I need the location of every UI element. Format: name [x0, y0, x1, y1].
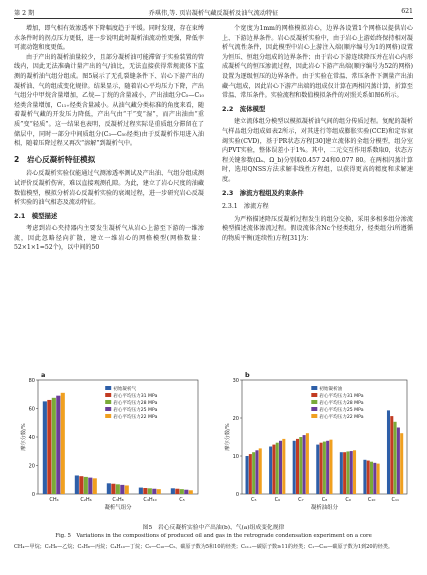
y-tick-label: 20 [232, 415, 239, 422]
panel-label: b [245, 371, 250, 379]
paragraph: 个宽度为1mm的网格模拟岩心，边界各设置1个网格以提供岩心上、下游边界条件。岩心反凝析实验中，由于岩心上游始终保持相对凝析气流性条件，因此模型中岩心上游注入端(顺序编号为1的网格)设置为恒压、恒组分组成的边界条件；由于岩心下游连续降压并在岩心内形成凝析气的恒压渗流过程，因此岩心下游产出端(顺序编号为52的网格)设置为逐级恒压的边界条件。由于实验在常温、常压条件下测量产出油藏·气组成，因此岩心下游产出端的组成仅计算在两相闪蒸计算，折算至常温、常压条件。实验流程和数值模拟条件的对照关系如图6所示。 [222, 25, 413, 100]
bar [107, 483, 111, 494]
bar [61, 393, 65, 494]
bar [282, 439, 285, 494]
bar [148, 488, 152, 494]
panel-label: a [41, 371, 46, 379]
x-tick-label: C₁₁ [391, 497, 399, 503]
bar [367, 461, 370, 494]
bar [343, 452, 346, 494]
bar [246, 456, 249, 494]
bar [326, 441, 329, 494]
bar [299, 437, 302, 494]
bar [306, 433, 309, 494]
bar [152, 489, 156, 494]
bar [143, 488, 147, 494]
y-tick-label: 60 [28, 406, 35, 413]
bar [120, 485, 124, 494]
x-tick-label: C₃H₈ [112, 497, 124, 503]
bar [373, 463, 376, 494]
bar [276, 443, 279, 494]
bar [296, 439, 299, 494]
y-tick-label: 40 [28, 434, 35, 441]
legend-label: 岩心平均压力28 MPa [319, 400, 364, 406]
bar [269, 447, 272, 495]
subsection-heading: 2.3 渗流方程组及约束条件 [222, 188, 304, 197]
legend-label: 岩心平均压力31 MPa [319, 393, 364, 399]
paragraph: 岩心反凝析实验仅能通过气测渗透率测试及产出油、气组分组成测试评价反凝析伤害，难以直接观测孔隙。为此，建立了岩心尺度的油藏数值模型，模拟分析岩心反凝析实验的衰竭过程，进一步研究岩心反凝析实验的油气相态及流动特征。 [14, 170, 204, 207]
bar [316, 445, 319, 494]
legend-swatch [311, 400, 317, 404]
y-tick-label: 0 [235, 491, 239, 498]
y-tick-label: 10 [232, 453, 239, 460]
running-header [14, 6, 413, 19]
bar [353, 450, 356, 494]
legend-label: 初始凝析气 [113, 386, 137, 392]
legend-swatch [105, 414, 111, 418]
bar [47, 400, 51, 494]
bar [259, 448, 262, 494]
y-tick-label: 20 [28, 463, 35, 470]
legend-swatch [105, 393, 111, 397]
paragraph: 为严格描述降压反凝析过程发生的组分交换，采用多相多组分渗流模型描述流体渗流过程。假设流体含Nc个烃类组分，烃类组分i所遵循的物质平衡(连续性)方程[31]为： [222, 215, 413, 242]
x-tick-label: C₅ [251, 497, 257, 503]
figure-note: CH₄—甲烷；C₂H₆—乙烷；C₃H₈—丙烷；C₄H₁₀—丁烷；C₅—C₁₀—C₅、碳原子数为5和10的烃类；C₁₁₊—碳原子数≥11的烃类；C₁—C₂₀—碳原子数为1到20的烃类。 [14, 544, 394, 550]
left-column [14, 24, 204, 253]
right-column [222, 24, 413, 243]
subsubsection-heading: 2.3.1 渗流方程 [222, 203, 269, 211]
bar [377, 464, 380, 494]
y-tick-label: 80 [28, 377, 35, 384]
x-tick-label: CH₄ [49, 497, 59, 503]
bar [93, 478, 97, 494]
x-tick-label: C₇ [298, 497, 304, 503]
bar [255, 450, 258, 494]
issue-number: 第 2 期 [14, 10, 35, 17]
bar [175, 489, 179, 494]
paragraph: 由于产出的凝析油量较少，且部分凝析油可能滞留于实验装置的管线内，因此无法准确计量产出的气/油比，无法直接获得常规流体下监测的凝析油气组分组成。图5展示了无孔裂缝条件下、岩心下游产出的凝析油、气的组成变化规律。结果显示，随着岩心平均压力下降，产出气组分中甲烷含量增加，乙烷—丁烷的含量减小，产出油组分C₅—C₁₀烃类含量增加，C₁₁₊烃类含量减小。从油气藏分类标准的角度来看，随着凝析气藏的开发压力降低，产出气由“干”变“湿”，而产出油由“重质”变“轻质”。这一结果也表明，反凝析过程实际是重质组分滞留在了储层中，同时一部分中间质组分(C₃—C₅₀烃类)由于反凝析作用进入油相，随着压降过程又再次“溶解”到凝析气中。 [14, 53, 204, 148]
figure-5 [14, 370, 414, 518]
bar [323, 442, 326, 494]
y-axis-label: 摩尔分数/% [21, 423, 27, 451]
subsection-heading: 2.1 模型描述 [14, 211, 58, 220]
paragraph: 考虑到岩心夹持器内主要发生凝析气从岩心上游至下游的一维渗流，因此忽略径向扩散，建立一维岩心的网格模型(网格数量：52×1×1=52个)，以中间的50 [14, 225, 204, 252]
legend-label: 岩心平均压力25 MPa [113, 407, 158, 413]
bar [303, 435, 306, 494]
bar [79, 476, 83, 494]
bar [139, 488, 143, 494]
x-axis-label: 凝析气组分 [104, 505, 132, 511]
figure-caption-en: Fig. 5 Variations in the compositions of produced oil and gas in the retrograde condensation experiment on a core [55, 533, 372, 539]
bar [293, 441, 296, 494]
bar [125, 485, 129, 494]
bar [52, 398, 56, 494]
bar [370, 462, 373, 494]
bar [279, 441, 282, 494]
y-axis-label: 摩尔分数/% [225, 423, 231, 451]
x-axis-label: 凝析油组分 [311, 505, 338, 511]
bar [329, 440, 332, 494]
bar [394, 422, 397, 494]
chart-a-gas-composition [19, 371, 198, 511]
paragraph: 增加，即气相有效渗透率下降幅度趋于平缓。同时发现，存在束缚水条件时的拐点压力更低，进一步说明此时凝析油流动性更强，降低孪可流动饱和度更低。 [14, 25, 204, 52]
bar [56, 396, 60, 494]
chart-b-oil-composition [223, 371, 407, 511]
legend-label: 岩心平均压力28 MPa [113, 400, 158, 406]
bar [390, 416, 393, 494]
subsection-heading: 2.2 流体模型 [222, 104, 266, 113]
legend-label: 岩心平均压力22 MPa [113, 414, 158, 420]
paragraph: 建立流体组分模型以模拟凝析油气间的组分传质过程。复配的凝析气样品组分组成如表2所示，对其进行等组成膨胀实验(CCE)和定容衰竭实验(CVD)，基于PR状态方程[30]建立流体的全组分模型，组分室内PVT实验，整体误差小于1%。其中，二元交互作用系数取0，状态方程关键参数(Ωₐ、Ω_b)分别取0.457 24和0.077 80。在两相闪蒸计算时，选用QNSS方法求解非线性方程组，以获得更高的精度和求解速度。 [222, 118, 413, 183]
legend-swatch [311, 407, 317, 411]
bar [252, 452, 255, 494]
bar [43, 401, 47, 494]
bar [157, 489, 161, 494]
x-tick-label: C₂H₆ [80, 497, 92, 503]
bar [171, 488, 175, 494]
legend-swatch [311, 393, 317, 397]
bar [111, 484, 115, 494]
bar [189, 490, 193, 494]
legend-swatch [105, 407, 111, 411]
legend-swatch [105, 386, 111, 390]
legend-swatch [311, 414, 317, 418]
x-tick-label: C₄H₁₀ [143, 497, 157, 503]
section-heading: 2 岩心反凝析特征模拟 [14, 154, 96, 164]
bar [340, 452, 343, 494]
y-tick-label: 0 [31, 491, 35, 498]
x-tick-label: C₆ [274, 497, 281, 503]
x-tick-label: C₈ [321, 497, 328, 503]
legend-label: 岩心平均压力31 MPa [113, 393, 158, 399]
legend-swatch [311, 386, 317, 390]
bar [397, 428, 400, 495]
legend-label: 岩心平均压力25 MPa [319, 407, 364, 413]
x-tick-label: C₁₀ [367, 497, 376, 503]
legend-label: 初始凝析油 [319, 386, 343, 392]
bar [116, 484, 120, 494]
bar [88, 478, 92, 494]
bar [84, 477, 88, 494]
x-tick-label: C₉ [345, 497, 351, 503]
legend-swatch [105, 400, 111, 404]
y-tick-label: 30 [232, 377, 239, 384]
figure-caption-cn: 图5 岩心反凝析实验中产出油(b)、气(a)组成变化规律 [142, 525, 285, 531]
bar [184, 490, 188, 494]
bar [350, 451, 353, 494]
bar [346, 451, 349, 494]
bar [320, 443, 323, 494]
bar [363, 460, 366, 494]
bar [387, 410, 390, 494]
x-tick-label: C₅ [179, 497, 185, 503]
legend-label: 岩心平均压力22 MPa [319, 414, 364, 420]
bar [400, 433, 403, 494]
bar [272, 445, 275, 494]
running-title: 乔琪伟,等. 页岩凝析气藏反凝析及油气流动特征 [148, 10, 279, 17]
page-number: 621 [401, 8, 413, 15]
bar [249, 454, 252, 494]
bar [75, 475, 79, 494]
bar [180, 489, 184, 494]
